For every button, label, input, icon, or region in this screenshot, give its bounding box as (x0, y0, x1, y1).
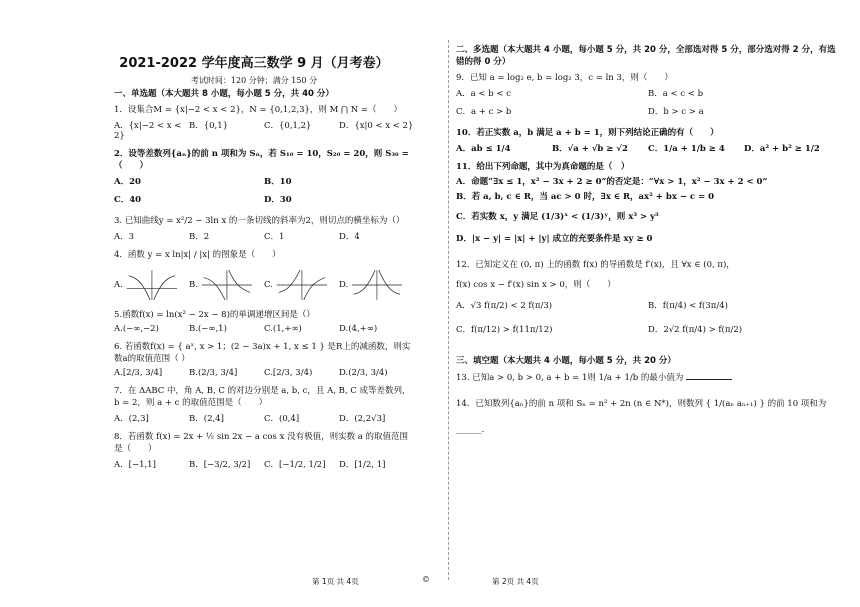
section-fill-blank: 三、填空题（本大题共 4 小题，每小题 5 分，共 20 分） (456, 356, 676, 366)
section-single-choice: 一、单选题（本大题共 8 小题，每小题 5 分，共 40 分） (114, 89, 334, 99)
q6-option-b: B.(2/3, 3/4] (189, 368, 238, 378)
question-9: 9．已知 a = log₂ e, b = log₂ 3，c = ln 3，则（ ） (456, 73, 673, 83)
q6-options (114, 368, 414, 378)
question-14-blank: ______. (456, 425, 485, 435)
graph-option-b (200, 267, 254, 303)
q5-option-b: B.(−∞,1) (189, 324, 227, 334)
q7-option-d: D．(2,2√3] (339, 414, 386, 424)
section-multiple-choice: 二、多选题（本大题共 4 小题，每小题 5 分，共 20 分，全部选对得 5 分，部分选对得 2 分，有选错的得 0 分） (456, 45, 836, 67)
question-8: 8．若函数 f(x) = 2x + ½ sin 2x − a cos x 没有极值，则实数 a 的取值范围是（ ） (114, 432, 409, 454)
q11-option-a: A．命题“∃x ≤ 1，x² − 3x + 2 ≥ 0”的否定是：“∀x > 1，x² − 3x + 2 < 0” (456, 177, 768, 187)
q6-option-a: A.[2/3, 3/4] (114, 368, 163, 378)
q11-option-d: D．|x − y| = |x| + |y| 成立的充要条件是 xy ≥ 0 (456, 234, 653, 244)
q12-option-d: D．2√2 f(π/4) > f(π/2) (648, 325, 743, 335)
q10-option-b: B．√a + √b ≥ √2 (552, 144, 628, 154)
question-1: 1．设集合M = {x|−2 < x < 2}，N = {0,1,2,3}，则 M ⋂ N =（ ） (114, 105, 402, 115)
right-page (430, 0, 860, 607)
q10-option-d: D．a² + b² ≥ 1/2 (744, 144, 820, 154)
q2-options (114, 175, 414, 211)
q1-option-b: B．{0,1} (189, 121, 229, 131)
answer-blank-13 (686, 371, 732, 380)
q3-option-c: C．1 (264, 232, 285, 242)
q7-option-c: C．(0,4] (264, 414, 300, 424)
q12-option-b: B．f(π/4) < f(3π/4) (648, 301, 728, 311)
q8-option-c: C．[−1/2, 1/2] (264, 460, 326, 470)
q8-option-b: B．[−3/2, 3/2] (189, 460, 251, 470)
q8-option-d: D．[1/2, 1] (339, 460, 386, 470)
question-11: 11．给出下列命题，其中为真命题的是（ ） (456, 162, 630, 172)
q4-label-c: C. (264, 280, 273, 290)
q3-options (114, 230, 414, 242)
graph-option-d (350, 267, 404, 303)
q12-option-c: C．f(π/12) > f(11π/12) (456, 325, 553, 335)
q3-option-a: A．3 (114, 232, 135, 242)
q10-option-c: C．1/a + 1/b ≥ 4 (648, 144, 725, 154)
question-13 (456, 371, 840, 384)
exam-info: 考试时间：120 分钟；满分 150 分 (190, 76, 318, 85)
question-2: 2．设等差数列{aₙ}的前 n 项和为 Sₙ，若 S₁₀ = 10，S₂₀ = 20，则 S₃₀ =（ ） (114, 149, 409, 171)
question-5: 5.函数f(x) = ln(x² − 2x − 8)的单调递增区间是（） (114, 310, 315, 320)
q10-option-a: A．ab ≤ 1/4 (456, 144, 511, 154)
graph-option-c (275, 267, 329, 303)
q8-option-a: A．[−1,1] (114, 460, 156, 470)
q2-option-a: A．20 (114, 177, 141, 187)
q7-option-b: B．(2,4] (189, 414, 224, 424)
q10-options (456, 142, 840, 154)
q9-options (456, 87, 840, 123)
q9-option-c: C．a + c > b (456, 107, 512, 117)
q3-option-b: B．2 (189, 232, 210, 242)
q1-options (114, 119, 414, 141)
question-4: 4．函数 y = x ln|x| / |x| 的图象是（ ） (114, 250, 281, 260)
q5-option-d: D.(4,+∞) (339, 324, 378, 334)
question-13-text: 13. 已知a > 0, b > 0, a + b = 1则 1/a + 1/b 的最小值为 (456, 373, 684, 383)
q2-option-c: C．40 (114, 195, 142, 205)
q5-option-c: C.(1,+∞) (264, 324, 302, 334)
q2-option-b: B．10 (264, 177, 292, 187)
q7-options (114, 412, 414, 424)
question-6: 6. 若函数f(x) = { aˣ, x > 1；(2 − 3a)x + 1, x ≤ 1 } 是R上的减函数，则实数a的取值范围（ ） (114, 342, 411, 364)
q4-label-a: A. (114, 280, 123, 290)
right-page-footer: 第 2页 共 4页 (492, 577, 539, 586)
question-12: 12．已知定义在 (0, π) 上的函数 f(x) 的导函数是 f′(x)，且 ∀x ∈ (0, π)， (456, 260, 735, 270)
exam-title: 2021-2022 学年度高三数学 9 月（月考卷） (119, 56, 389, 71)
q9-option-b: B．a < c < b (648, 89, 704, 99)
q6-option-c: C.[2/3, 3/4) (264, 368, 313, 378)
q9-option-d: D．b > c > a (648, 107, 704, 117)
question-10: 10．若正实数 a，b 满足 a + b = 1，则下列结论正确的有（ ） (456, 128, 719, 138)
q12-options (456, 299, 840, 341)
question-14: 14．已知数列{aₙ}的前 n 项和 Sₙ = n² + 2n (n ∈ N*)，则数列 { 1/(aₙ aₙ₊₁) } 的前 10 项和为 (456, 399, 827, 409)
question-12-condition: f(x) cos x − f′(x) sin x > 0，则（ ） (456, 280, 616, 290)
q11-option-b: B．若 a, b, c ∈ R，当 ac > 0 时，∃x ∈ R，ax² + bx − c = 0 (456, 192, 715, 202)
question-7: 7．在 ΔABC 中，角 A, B, C 的对边分别是 a, b, c，且 A, B, C 成等差数列，b = 2，则 a + c 的取值范围是（ ） (114, 386, 411, 408)
q1-option-d: D．{x|0 < x < 2} (339, 121, 414, 131)
q9-option-a: A．a < b < c (456, 89, 511, 99)
q4-label-b: B. (189, 280, 198, 290)
q5-option-a: A.(−∞,−2) (114, 324, 159, 334)
question-3: 3. 已知曲线y = x²/2 − 3ln x 的一条切线的斜率为2，则切点的横坐标为（） (114, 216, 405, 226)
q7-option-a: A．(2,3] (114, 414, 149, 424)
q8-options (114, 458, 414, 470)
q4-graph-options (114, 267, 414, 303)
q3-option-d: D．4 (339, 232, 360, 242)
q1-option-a: A．{x|−2 < x < 2} (114, 121, 182, 141)
q11-option-c: C．若实数 x，y 满足 (1/3)ˣ < (1/3)ʸ，则 x³ > y³ (456, 212, 659, 222)
q2-option-d: D．30 (264, 195, 292, 205)
copyright-mark: © (422, 575, 430, 584)
left-page-footer: 第 1页 共 4页 (312, 577, 359, 586)
q4-label-d: D. (339, 280, 349, 290)
q12-option-a: A．√3 f(π/2) < 2 f(π/3) (456, 301, 553, 311)
graph-option-a (125, 267, 179, 303)
q5-options (114, 324, 414, 334)
q6-option-d: D.(2/3, 3/4) (339, 368, 388, 378)
q1-option-c: C．{0,1,2} (264, 121, 312, 131)
